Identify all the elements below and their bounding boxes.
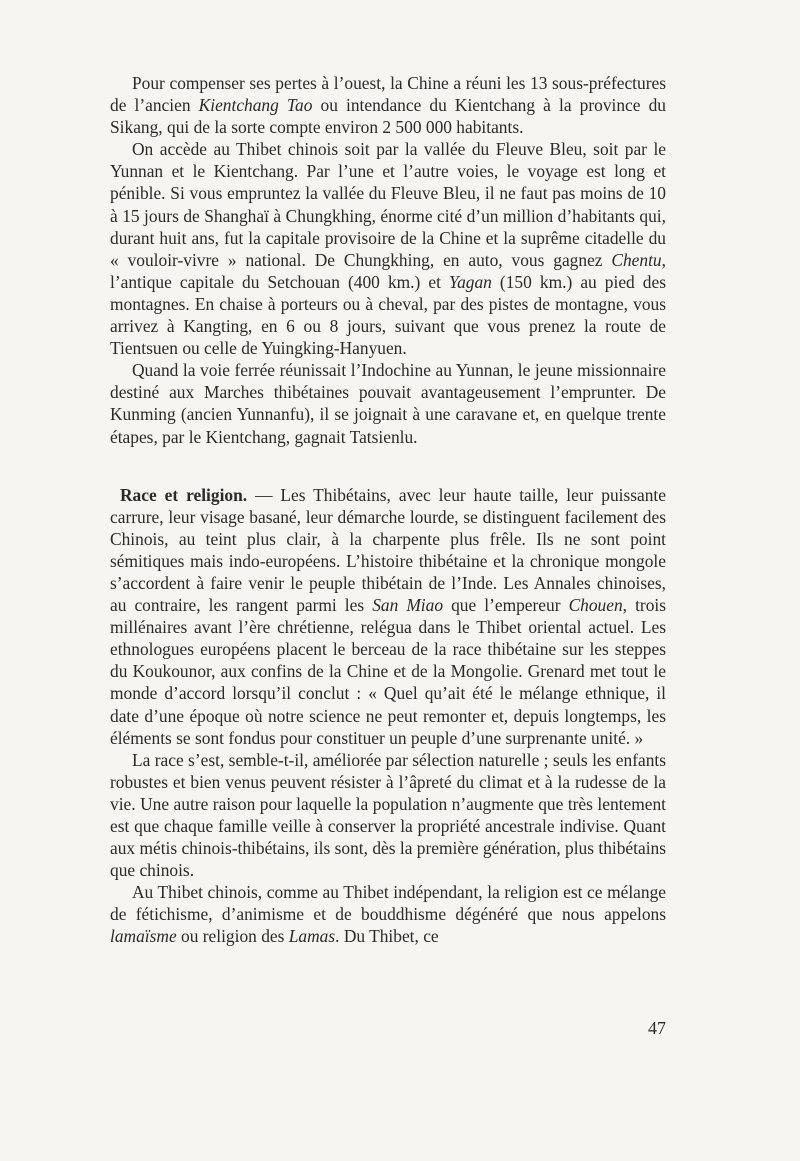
text-run: Pour compenser ses pertes à l’ouest, la Chine a réuni les 13 sous-préfectures de l’ancien <box>110 73 666 116</box>
text-run: Quand la voie ferrée réunissait l’Indochine au Yunnan, le jeune missionnaire destiné aux Marches thibétaines pouvait avantageusement l’emprunter. De Kunming (ancien Yunnanfu), il se joignait à une caravane et, en quelque trente étapes, par le Kientchang, gagnait Tatsienlu. <box>110 360 666 447</box>
page-number: 47 <box>648 1018 666 1038</box>
text-run: ou religion des <box>176 926 289 947</box>
section-title: Race et religion. <box>120 484 248 505</box>
text-run: , trois millénaires avant l’ère chrétienne, relégua dans le Thibet oriental actuel. Les ethnologues européens placent le berceau de la race thibétaine sur les steppes du Koukounor, aux confins de la Chine et de la Mongolie. Grenard met tout le monde d’accord lorsqu’il conclut : « Quel qu’ait été le mélange ethnique, il date d’une époque où notre science ne peut remonter et, depuis longtemps, les éléments se sont fondus pour constituer un peuple d’une surprenante unité. » <box>110 595 666 748</box>
text-run: — Les Thibétains, avec leur haute taille, leur puissante carrure, leur visage basané, leur démarche lourde, se distinguent facilement des Chinois, au teint plus clair, à la charpente plus frêle. Ils ne sont point sémitiques mais indo-européens. L’histoire thibétaine et la chronique mongole s’accordent à faire venir le peuple thibétain de l’Inde. Les Annales chinoises, au contraire, les rangent parmi les <box>110 484 666 616</box>
italic-term: Kientchang Tao <box>198 95 313 116</box>
italic-term: lamaïsme <box>110 926 177 947</box>
section-race-et-religion <box>110 484 666 749</box>
paragraph-6 <box>110 881 666 947</box>
italic-term: San Miao <box>372 595 444 616</box>
text-run: ou intendance du Kientchang à la province du Sikang, qui de la sorte compte environ 2 500 000 habitants. <box>110 95 666 138</box>
paragraph-1 <box>110 72 666 138</box>
paragraph-2 <box>110 138 666 359</box>
italic-term: Chentu <box>611 249 662 270</box>
italic-term: Lamas <box>288 926 336 947</box>
italic-term: Yagan <box>449 271 492 292</box>
text-run: La race s’est, semble-t-il, améliorée par sélection naturelle ; seuls les enfants robustes et bien venus peuvent résister à l’âpreté du climat et à la rudesse de la vie. Une autre raison pour laquelle la population n’augmente que très lentement est que chaque famille veille à conserver la propriété ancestrale indivise. Quant aux métis chinois-thibétains, ils sont, dès la première génération, plus thibétains que chinois. <box>110 749 666 881</box>
text-run: que l’empereur <box>443 595 569 616</box>
text-run: , l’antique capitale du Setchouan (400 km.) et <box>110 249 666 292</box>
paragraph-3 <box>110 359 666 447</box>
text-run: . Du Thibet, ce <box>335 926 439 947</box>
paragraph-5 <box>110 749 666 882</box>
italic-term: Chouen <box>568 595 623 616</box>
text-run: On accède au Thibet chinois soit par la vallée du Fleuve Bleu, soit par le Yunnan et le Kientchang. Par l’une et l’autre voies, le voyage est long et pénible. Si vous empruntez la vallée du Fleuve Bleu, il ne faut pas moins de 10 à 15 jours de Shanghaï à Chungkhing, énorme cité d’un million d’habitants qui, durant huit ans, fut la capitale provisoire de la Chine et la suprême citadelle du « vouloir-vivre » national. De Chungkhing, en auto, vous gagnez <box>110 139 666 270</box>
body-text <box>110 72 666 948</box>
text-run: (150 km.) au pied des montagnes. En chaise à porteurs ou à cheval, par des pistes de montagne, vous arrivez à Kangting, en 6 ou 8 jours, suivant que vous prenez la route de Tientsuen ou celle de Yuingking-Hanyuen. <box>110 271 666 359</box>
text-run: Au Thibet chinois, comme au Thibet indépendant, la religion est ce mélange de fétichisme, d’animisme et de bouddhisme dégénéré que nous appelons <box>110 882 666 925</box>
